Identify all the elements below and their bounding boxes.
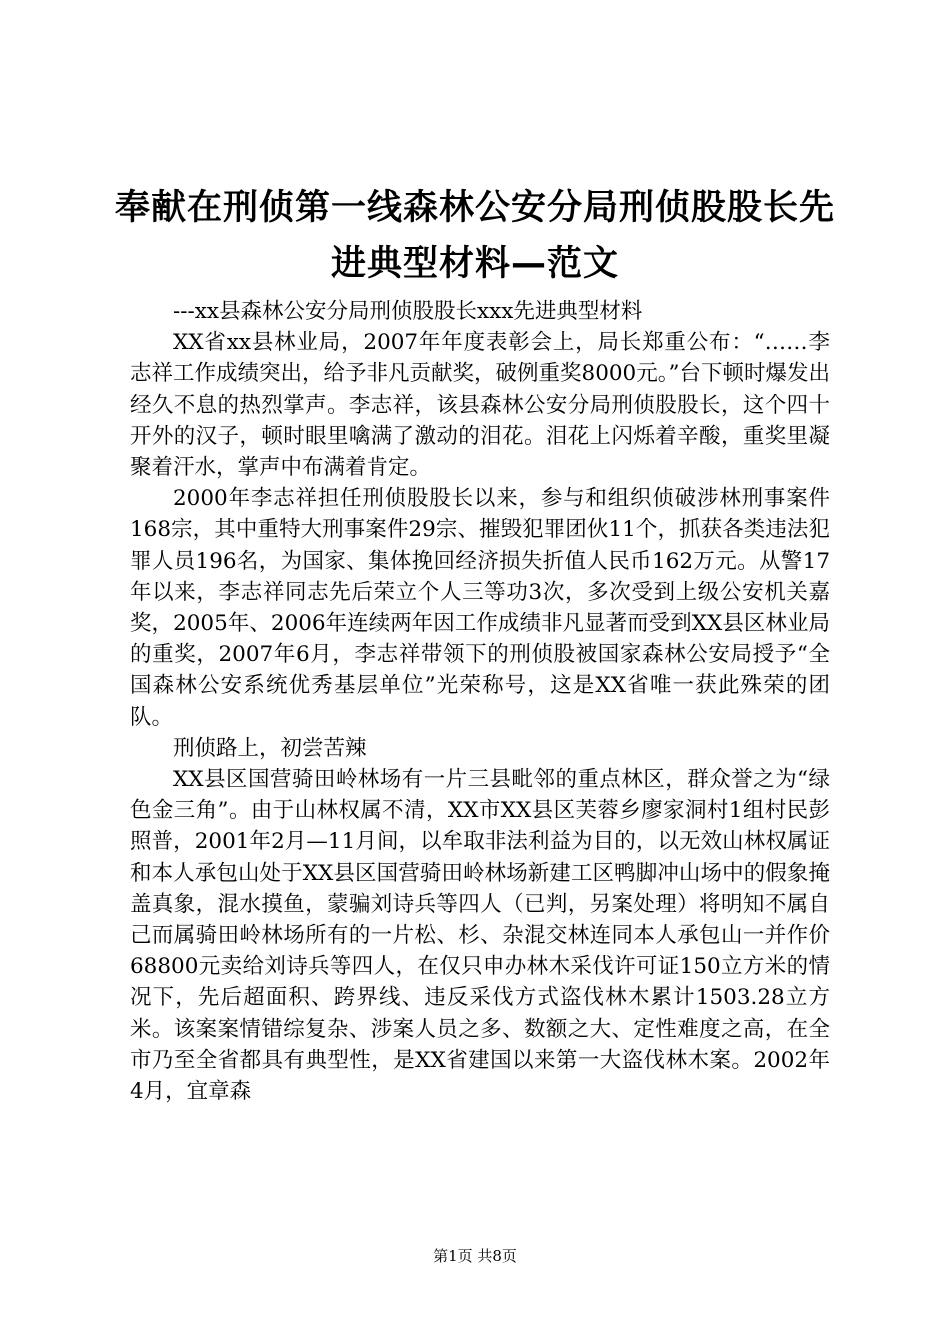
body-paragraph: XX县区国营骑田岭林场有一片三县毗邻的重点林区，群众誉之为“绿色金三角”。由于山林权属不清，XX市XX县区芙蓉乡廖家洞村1组村民彭照普，2001年2月—11月间，以牟取非法利益为目的，以无效山林权属证和本人承包山处于XX县区国营骑田岭林场新建工区鸭脚冲山场中的假象掩盖真象，混水摸鱼，蒙骗刘诗兵等四人（已判，另案处理）将明知不属自己而属骑田岭林场所有的一片松、杉、杂混交林连同本人承包山一并作价68800元卖给刘诗兵等四人，在仅只申办林木采伐许可证150立方米的情况下，先后超面积、跨界线、违反采伐方式盗伐林木累计1503.28立方米。该案案情错综复杂、涉案人员之多、数额之大、定性难度之高，在全市乃至全省都具有典型性，是XX省建国以来第一大盗伐林木案。2002年4月，宜章森 (130, 767, 830, 1105)
body-paragraph: 2000年李志祥担任刑侦股股长以来，参与和组织侦破涉林刑事案件168宗，其中重特大刑事案件29宗、摧毁犯罪团伙11个，抓获各类违法犯罪人员196名，为国家、集体挽回经济损失折值人民币162万元。从警17年以来，李志祥同志先后荣立个人三等功3次，多次受到上级公安机关嘉奖，2005年、2006年连续两年因工作成绩非凡显著而受到XX县区林业局的重奖，2007年6月，李志祥带领下的刑侦股被国家森林公安局授予“全国森林公安系统优秀基层单位”光荣称号，这是XX省唯一获此殊荣的团队。 (130, 486, 830, 730)
body-paragraph: XX省xx县林业局，2007年年度表彰会上，局长郑重公布：“……李志祥工作成绩突出，给予非凡贡献奖，破例重奖8000元。”台下顿时爆发出经久不息的热烈掌声。李志祥，该县森林公安分局刑侦股股长，这个四十开外的汉子，顿时眼里噙满了激动的泪花。泪花上闪烁着辛酸，重奖里凝聚着汗水，掌声中布满着肯定。 (130, 330, 830, 481)
section-heading: 刑侦路上，初尝苦辣 (173, 735, 367, 761)
document-body (130, 296, 830, 1107)
page-footer: 第1页 共8页 (433, 1247, 517, 1265)
subtitle-paragraph: ---xx县森林公安分局刑侦股股长xxx先进典型材料 (173, 299, 643, 324)
document-title-line-1: 奉献在刑侦第一线森林公安分局刑侦股股长先 (114, 188, 835, 228)
document-title-line-2: 进典型材料—范文 (330, 244, 619, 284)
